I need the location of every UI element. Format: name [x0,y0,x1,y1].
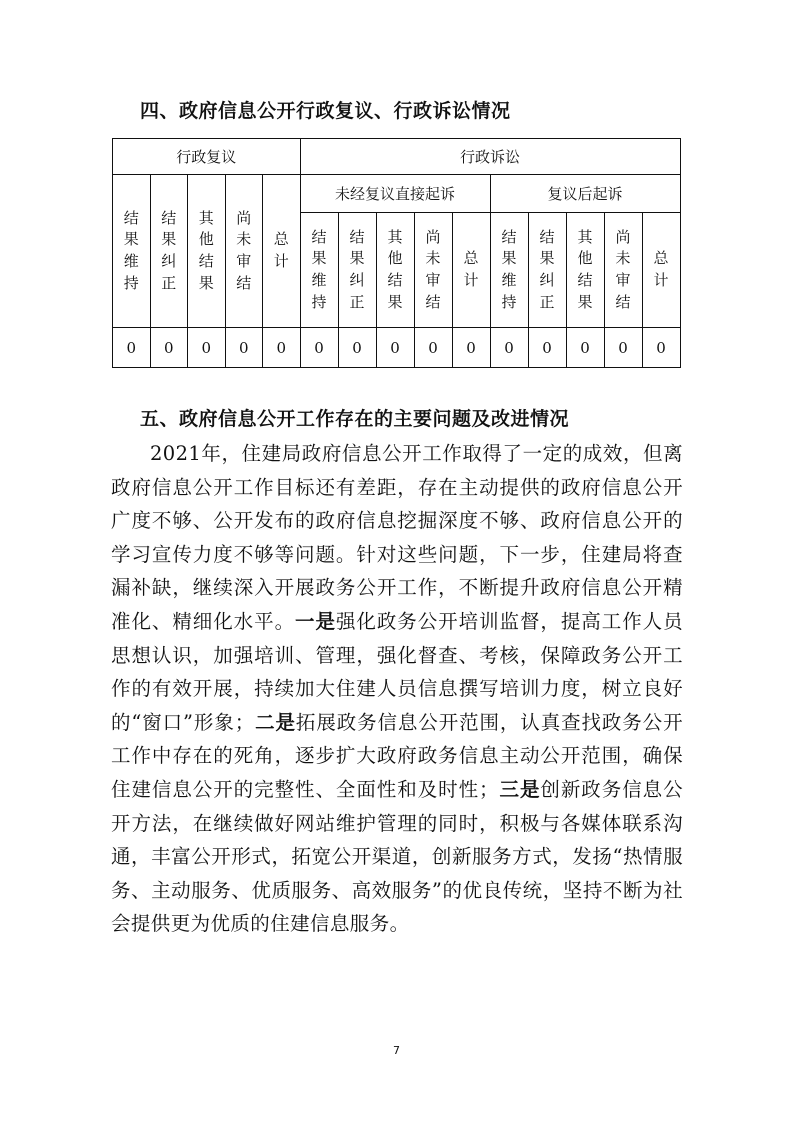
review-col-pending: 尚未审结 [225,175,263,328]
lead-phrase-1: 一是 [295,609,336,633]
section-heading-5: 五、政府信息公开工作存在的主要问题及改进情况 [140,408,570,430]
subheader-suit-after-review: 复议后起诉 [490,175,680,213]
value-cell: 0 [263,328,301,368]
value-cell: 0 [528,328,566,368]
review-col-upheld: 结果维持 [113,175,151,328]
value-cell: 0 [452,328,490,368]
value-cell: 0 [150,328,188,368]
value-cell: 0 [113,328,151,368]
page-number: 7 [393,1044,400,1057]
value-cell: 0 [604,328,642,368]
value-cell: 0 [300,328,338,368]
table-row [113,328,681,368]
after-col-other: 其他结果 [566,213,604,328]
measure-3-text: 创新政务信息公开方法，在继续做好网站维护管理的同时，积极与各媒体联系沟通，丰富公开形式，拓宽公开渠道，创新服务方式，发扬“热情服务、主动服务、优质服务、高效服务”的优良传统，坚持不断为社会提供更为优质的住建信息服务。 [111,777,683,936]
value-cell: 0 [376,328,414,368]
after-col-pending: 尚未审结 [604,213,642,328]
subheader-direct-suit: 未经复议直接起诉 [300,175,490,213]
value-cell: 0 [188,328,226,368]
direct-col-total: 总计 [452,213,490,328]
after-col-upheld: 结果维持 [490,213,528,328]
value-cell: 0 [566,328,604,368]
direct-col-other: 其他结果 [376,213,414,328]
header-admin-review: 行政复议 [113,139,301,175]
direct-col-corrected: 结果纠正 [338,213,376,328]
measure-1-text: 强化政务公开培训监督，提高工作人员思想认识，加强培训、管理，强化督查、考核，保障政务公开工作的有效开展，持续加大住建人员信息撰写培训力度，树立良好的“窗口”形象； [111,609,683,734]
value-cell: 0 [642,328,680,368]
paragraph-intro: 2021年，住建局政府信息公开工作取得了一定的成效，但离政府信息公开工作目标还有差距，存在主动提供的政府信息公开广度不够、公开发布的政府信息挖掘深度不够、政府信息公开的学习宣传力度不够等问题。针对这些问题，下一步，住建局将查漏补缺，继续深入开展政务公开工作，不断提升政府信息公开精准化、精细化水平。 [111,442,683,633]
value-cell: 0 [225,328,263,368]
review-col-total: 总计 [263,175,301,328]
section-5-paragraph [111,437,683,941]
section-heading-4: 四、政府信息公开行政复议、行政诉讼情况 [140,100,511,122]
value-cell: 0 [338,328,376,368]
lead-phrase-3: 三是 [498,777,541,801]
value-cell: 0 [490,328,528,368]
header-admin-litigation: 行政诉讼 [300,139,680,175]
after-col-total: 总计 [642,213,680,328]
direct-col-pending: 尚未审结 [414,213,452,328]
after-col-corrected: 结果纠正 [528,213,566,328]
value-cell: 0 [414,328,452,368]
review-col-other: 其他结果 [188,175,226,328]
lead-phrase-2: 二是 [254,710,296,734]
measure-2-text: 拓展政务信息公开范围，认真查找政务公开工作中存在的死角，逐步扩大政府政务信息主动公开范围，确保住建信息公开的完整性、全面性和及时性； [111,710,683,801]
direct-col-upheld: 结果维持 [300,213,338,328]
review-col-corrected: 结果纠正 [150,175,188,328]
review-litigation-table [112,138,681,368]
